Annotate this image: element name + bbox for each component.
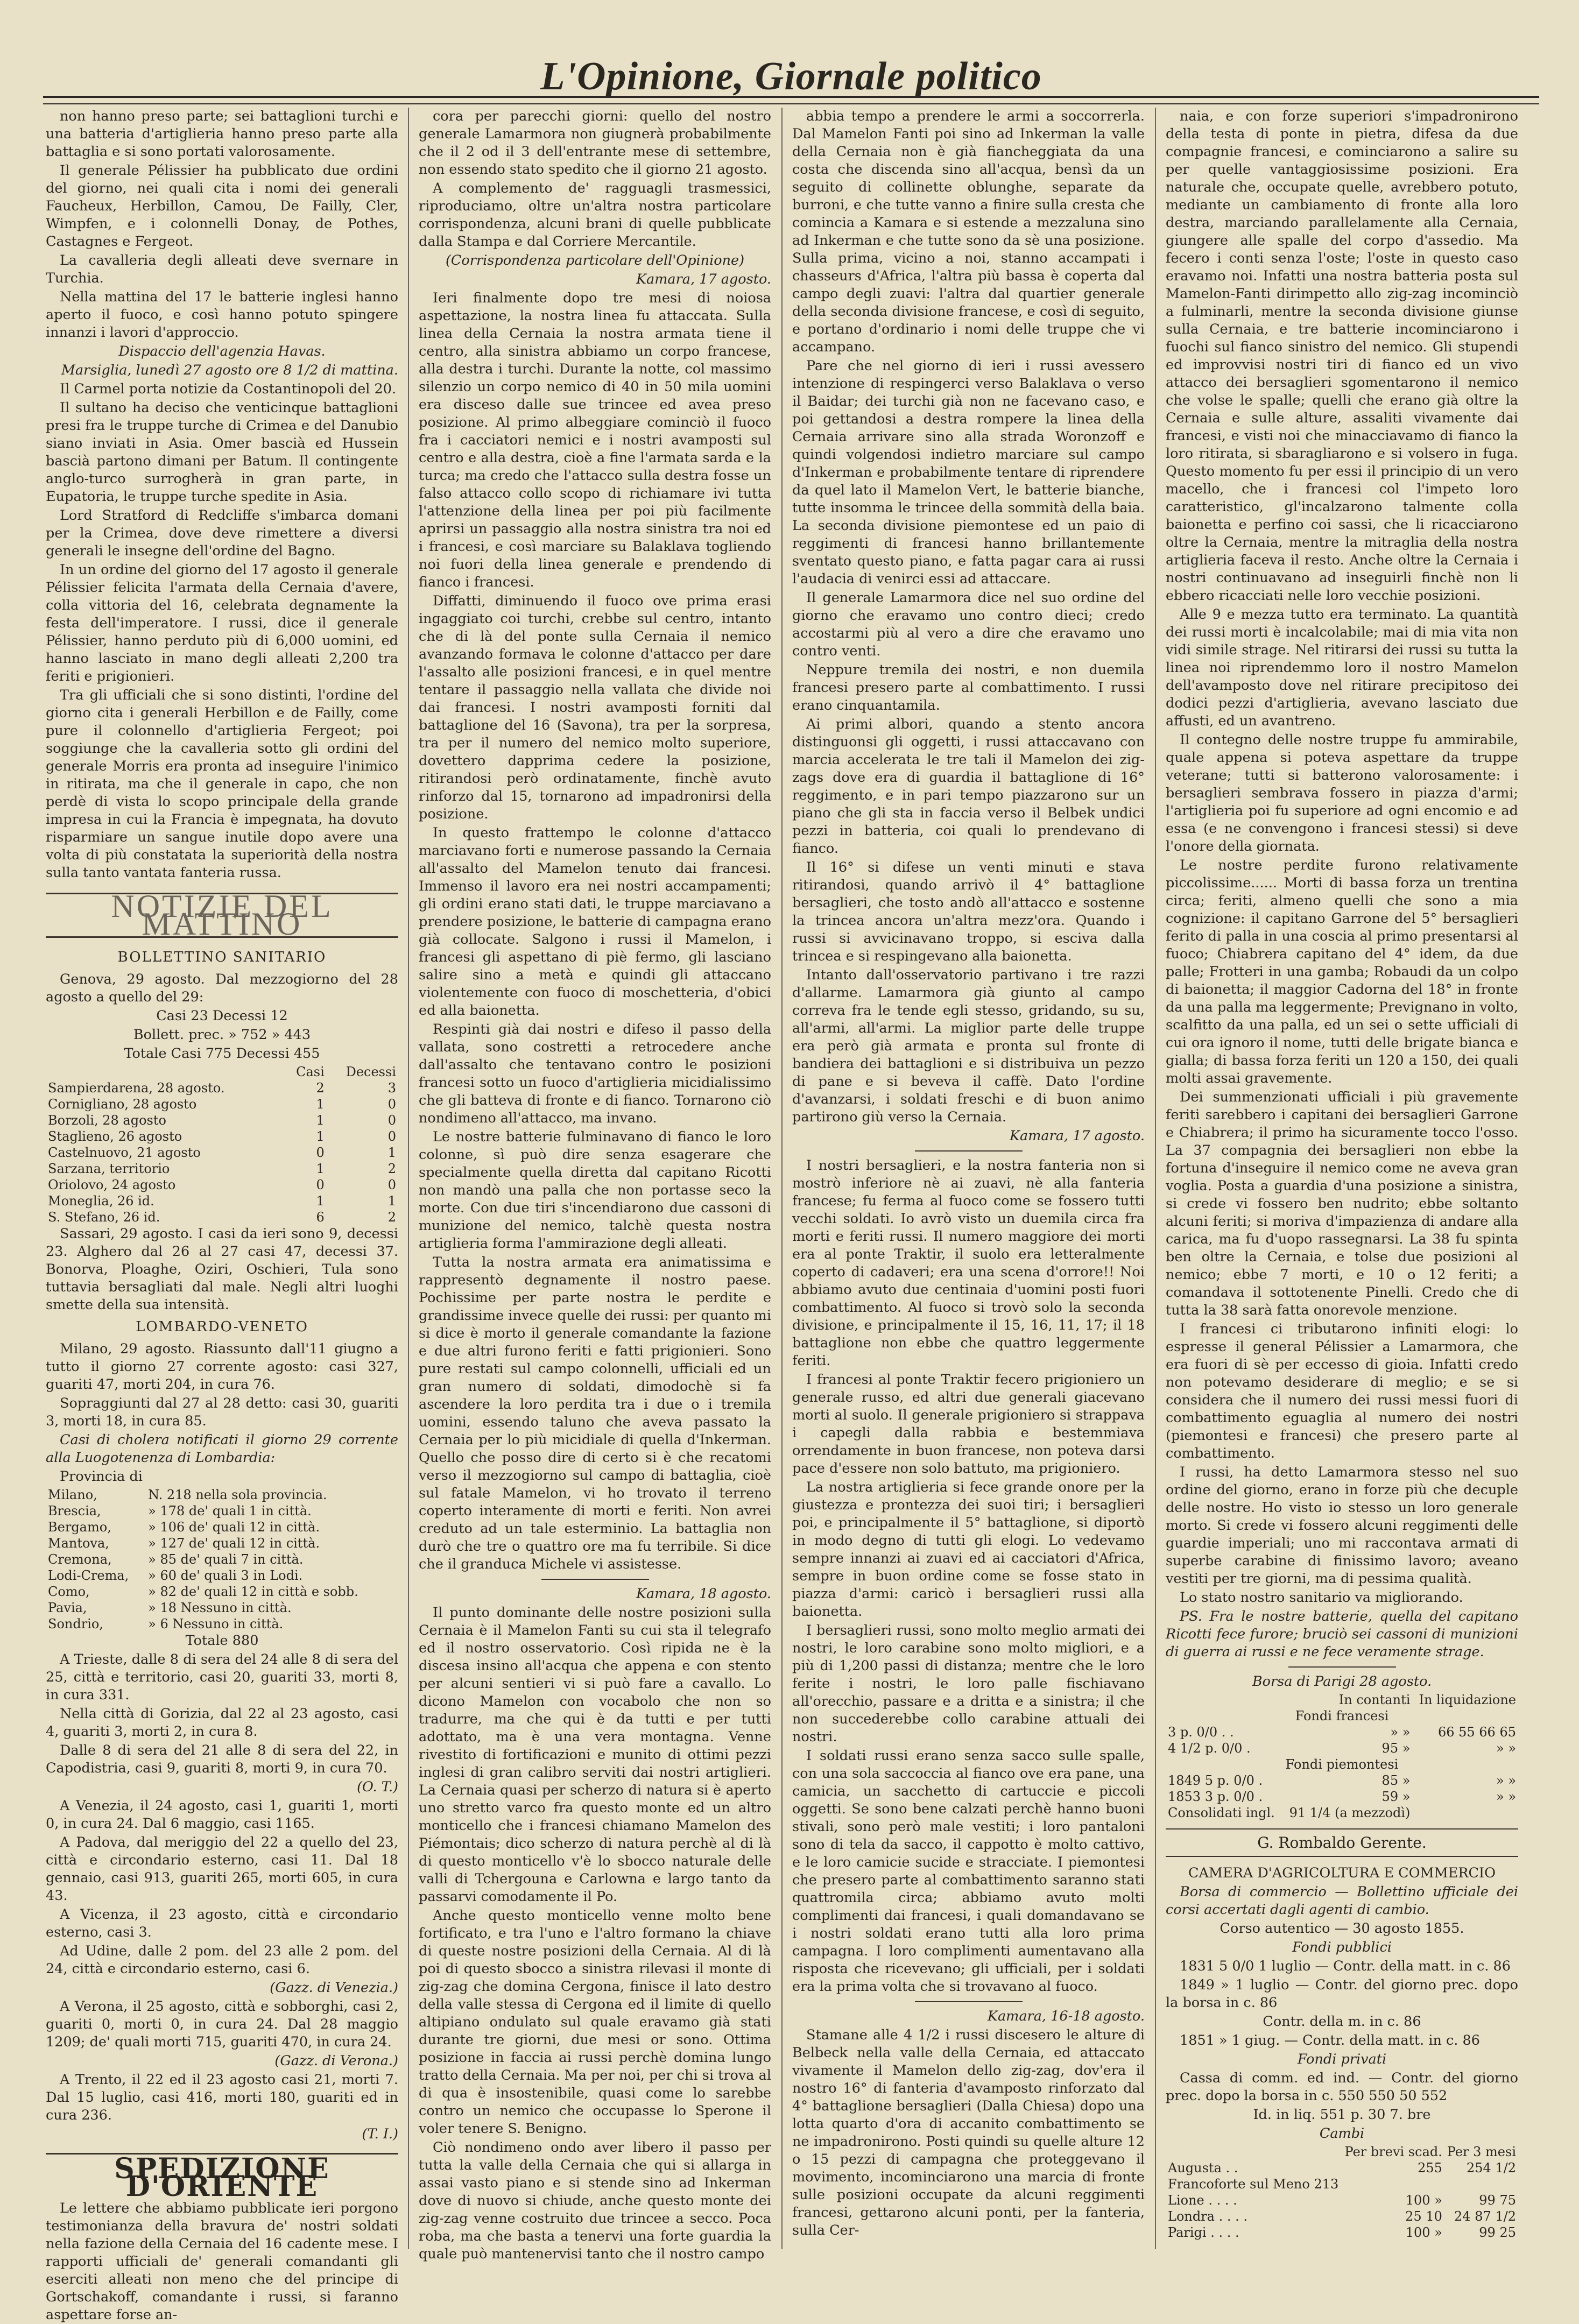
table-cell: 0 xyxy=(387,1129,396,1144)
table-cell: Pavia, xyxy=(48,1600,87,1615)
divider xyxy=(915,2001,1023,2002)
table-cell: 1 xyxy=(316,1193,325,1209)
table-cell: S. Stefano, 26 id. xyxy=(48,1210,160,1225)
table-cell: » » xyxy=(1496,1789,1516,1804)
totale-row: Totale Casi 775 Decessi 455 xyxy=(124,1046,320,1062)
table-cell: Moneglia, 26 id. xyxy=(48,1193,154,1209)
table-row xyxy=(46,1535,398,1551)
table-cell: 3 p. 0/0 . . xyxy=(1168,1725,1234,1740)
table-cell: 1 xyxy=(316,1113,325,1128)
paragraph: A complemento de' ragguagli trasmessici, riproduciamo, oltre un'altra nostra particolare corrispondenza, alcuni brani di quelle pubblicate dalla Stampa e dal Corriere Mercantile. xyxy=(419,180,771,250)
table-cell: Milano, xyxy=(48,1487,97,1502)
paragraph: Sopraggiunti dal 27 al 28 detto: casi 30, guariti 3, morti 18, in cura 85. xyxy=(46,1395,398,1429)
table-cell: N. 218 nella sola provincia. xyxy=(148,1487,327,1502)
section-heading-notizie: NOTIZIE DEL MATTINO xyxy=(46,893,398,938)
paragraph: I russi, ha detto Lamarmora stesso nel suo ordine del giorno, erano in forze più che decuple delle nostre. Ho visto io stesso un loro generale morto. Si crede vi fossero alcuni reggimenti delle guardie imperiali; uno mi raccontava armati di superbe carabine di finissimo lavoro; aveano vestiti per tre giorni, ma di pessima qualità. xyxy=(1166,1464,1518,1587)
camera-date: Corso autentico — 30 agosto 1855. xyxy=(1220,1920,1464,1937)
postscript: PS. Fra le nostre batterie, quella del capitano Ricotti fece furore; bruciò sei cassoni di munizioni di guerra ai russi e ne fece veramente strage. xyxy=(1166,1608,1518,1660)
table-cell xyxy=(1166,1692,1282,1708)
paragraph: Milano, 29 agosto. Riassunto dall'11 giugno a tutto il giorno 27 corrente agosto: casi 327, guariti 47, morti 204, in cura 76. xyxy=(46,1341,398,1393)
table-cell: Mantova, xyxy=(48,1536,109,1551)
column-1 xyxy=(46,108,398,2323)
table-cell: Borzoli, 28 agosto xyxy=(48,1113,166,1128)
table-cell: 24 87 1/2 xyxy=(1454,2209,1516,2224)
table-header-row xyxy=(1166,1692,1518,1708)
table-row xyxy=(46,1128,398,1145)
source-note: (Gazz. di Venezia.) xyxy=(270,1980,398,1996)
table-cell: Lodi-Crema, xyxy=(48,1568,129,1583)
table-cell: 1853 3 p. 0/0 . xyxy=(1168,1789,1263,1804)
paragraph: Respinti già dai nostri e difeso il passo della vallata, sono costretti a retrocedere anche dall'assalto che tentavano contro le posizioni francesi sotto un fuoco d'artiglieria micidialissimo che gli batteva di fronte e di fianco. Tornarono ciò nondimeno all'attacco, ma invano. xyxy=(419,1021,771,1126)
dateline: Kamara, 16-18 agosto. xyxy=(987,2008,1145,2024)
divider xyxy=(1288,1666,1396,1668)
paragraph: Il Carmel porta notizie da Costantinopoli del 20. xyxy=(60,381,397,397)
table-cell: 4 1/2 p. 0/0 . xyxy=(1168,1741,1251,1756)
paragraph: Stamane alle 4 1/2 i russi discesero le alture di Belbeck nella valle della Cernaia, ed attaccato vivamente il Mamelon dello zig-zag, dov'era il nostro 16° di fanteria d'avamposto rinforzato dal 4° battaglione bersaglieri (Dalla Chiesa) dopo una lotta quarto d'ora di accanito combattimento se ne impadronirono. Posti quindi su quelle alture 12 o 15 pezzi di campagna che proteggevano il movimento, incominciarono una marcia di fronte sulle posizioni occupate da alcuni reggimenti francesi, gettarono alcuni ponti, per la fanteria, sulla Cer- xyxy=(792,2027,1145,2238)
table-cell: » 85 de' quali 7 in città. xyxy=(148,1552,304,1567)
paragraph: I bersaglieri russi, sono molto meglio armati dei nostri, le loro carabine sono molto migliori, e a più di 1,200 passi di distanza; mentre che le loro ferite i nostri, le loro palle fischiavano all'orecchio, passare e a dritta e a sinistra; il che non succederebbe collo carabine attuali dei nostri. xyxy=(792,1622,1145,1745)
places-table xyxy=(46,1064,398,1225)
paragraph: Intanto dall'osservatorio partivano i tre razzi d'allarme. Lamarmora già giunto al campo correva fra le tende egli stesso, gridando, su su, all'armi, all'armi. La miglior parte delle truppe era però già armata e pronta sul fronte di bandiera dei battaglioni e si distribuiva un pezzo di pane e si beveva il caffè. Dato l'ordine d'avanzarsi, i soldati freschi e di buon animo partirono giù verso la Cernaia. xyxy=(792,967,1145,1125)
table-cell: Parigi . . . . xyxy=(1168,2225,1239,2240)
table-cell: 2 xyxy=(316,1080,325,1096)
paragraph: A Venezia, il 24 agosto, casi 1, guariti 1, morti 0, in cura 24. Dal 6 maggio, casi 1165. xyxy=(46,1798,398,1832)
paragraph: Tra gli ufficiali che si sono distinti, l'ordine del giorno cita i generali Herbillon e de Failly, come pure il colonnello d'artiglieria Fergeot; poi soggiunge che la cavalleria sotto gli ordini del generale Morris era pronta ad inseguire l'inimico in ritirata, ma che il generale in capo, che non perdè di vista lo scopo principale della grande impresa in cui la Francia è impegnata, ha dovuto risparmiare un sangue inutile dopo avere una volta di più constatata la superiorità della nostra sulla tanto vantata fanteria russa. xyxy=(46,687,398,881)
table-cell: » 82 de' quali 12 in città e sobb. xyxy=(148,1584,358,1599)
table-header: Decessi xyxy=(346,1064,396,1079)
column-rule xyxy=(408,108,409,2249)
table-row xyxy=(1166,1756,1518,1772)
table-header: Per 3 mesi xyxy=(1447,2144,1516,2159)
table-cell xyxy=(1342,2176,1444,2192)
paragraph: Diffatti, diminuendo il fuoco ove prima erasi ingaggiato coi turchi, crebbe sul centro, intanto che di là del ponte sulla Cernaia il nemico avanzando formava le colonne d'attacco per dare l'assalto alle posizioni francesi, e in quel mentre tentare il passaggio nella vallata che divide noi dai francesi. I nostri avamposti forniti dal battaglione del 16 (Savona), tra per la sorpresa, tra per il numero del nemico molto superiore, dovettero dapprima cedere la posizione, ritirandosi però ordinatamente, finchè avuto rinforzo dal 15, tornarono ad impadronirsi della posizione. xyxy=(419,593,771,822)
paragraph: Il generale Pélissier ha pubblicato due ordini del giorno, nei quali cita i nomi dei generali Faucheux, Herbillon, Camou, De Failly, Cler, Wimpfen, e i colonnelli Donay, de Pothes, Castagnes e Fergeot. xyxy=(46,163,398,250)
paragraph: Sassari, 29 agosto. I casi da ieri sono 9, decessi 23. Alghero dal 26 al 27 casi 47, decessi 37. Bonorva, Ploaghe, Oziri, Oschieri, Tula sono tuttavia bersagliati dal male. Negli altri luoghi smette della sua intensità. xyxy=(46,1226,398,1313)
table-row xyxy=(1166,2224,1518,2241)
cambi-title: Cambi xyxy=(1319,2125,1365,2142)
table-cell: » 127 de' quali 12 in città. xyxy=(148,1536,320,1551)
table-cell: 95 » xyxy=(1381,1741,1411,1756)
table-cell: 0 xyxy=(387,1177,396,1192)
table-cell: Cremona, xyxy=(48,1552,112,1567)
dispatch-date: Marsiglia, lunedì 27 agosto ore 8 1/2 di mattina. xyxy=(61,362,398,378)
table-cell: Sarzana, territorio xyxy=(48,1161,170,1176)
table-row xyxy=(46,1503,398,1519)
paragraph: Id. in liq. 551 p. 30 7. bre xyxy=(1253,2107,1431,2123)
table-cell: 99 75 xyxy=(1479,2193,1516,2208)
table-row xyxy=(46,1112,398,1128)
source-note: (T. I.) xyxy=(362,2126,398,2142)
provinces-table xyxy=(46,1487,398,1632)
table-row xyxy=(46,1193,398,1209)
table-row xyxy=(46,1551,398,1567)
table-row xyxy=(1166,2160,1518,2176)
paragraph: In questo frattempo le colonne d'attacco marciavano forti e numerose passando la Cernaia all'assalto del Mamelon tenuto dai francesi. Immenso il lavoro era nei nostri accampamenti; gli ordini erano stati dati, le truppe marciavano a prendere posizione, le batterie di campagna erano già collocate. Salgono i russi il Mamelon, i francesi gli aspettano di piè fermo, gli lasciano salire sino a metà e quindi gli attaccano violentemente con fuoco di moschetteria, d'obici ed alla baionetta. xyxy=(419,825,771,1019)
column-2 xyxy=(419,108,771,2262)
paragraph: Il punto dominante delle nostre posizioni sulla Cernaia è il Mamelon Fanti su cui sta il telegrafo ed il nostro osservatorio. Così ripida ne è la discesa insino all'acqua che appena e con stento per alcuni sentieri vi si può fare a cavallo. Lo dicono Mamelon con vocabolo che non so tradurre, ma che qui è da tutti e per tutti adottato, ma è una vera montagna. Venne rivestito di fortificazioni e munito di ottimi pezzi inglesi di gran calibro serviti dai nostri artiglieri. La Cernaia quasi per scherzo di natura si è aperto uno stretto varco fra questo monte ed un altro monticello che i francesi chiamano Mamelon des Piémontais; dico scherzo di natura perchè al di là di questo monticello v'è lo sbocco naturale delle valli di Tchergouna e Carlowna e largo tanto da passarvi comodamente il Po. xyxy=(419,1605,771,1905)
table-cell: 1 xyxy=(316,1129,325,1144)
table-cell: » » xyxy=(1390,1725,1411,1740)
table-cell: 1 xyxy=(316,1161,325,1176)
paragraph: A Vicenza, il 23 agosto, città e circondario esterno, casi 3. xyxy=(46,1906,398,1940)
table-row xyxy=(46,1600,398,1616)
table-cell: 3 xyxy=(387,1080,396,1096)
table-cell: Castelnuovo, 21 agosto xyxy=(48,1145,201,1160)
table-cell: 85 » xyxy=(1381,1773,1411,1788)
table-cell: 0 xyxy=(316,1145,325,1160)
table-cell: Sondrio, xyxy=(48,1616,103,1631)
paragraph: A Padova, dal meriggio del 22 a quello del 23, città e circondario esterno, casi 11. Dal 18 gennaio, casi 913, guariti 265, morti 605, in cura 43. xyxy=(46,1834,398,1904)
table-row xyxy=(46,1080,398,1096)
masthead-rule xyxy=(43,96,1539,104)
table-cell: 1 xyxy=(316,1097,325,1112)
paragraph: 1831 5 0/0 1 luglio — Contr. della matt. in c. 86 xyxy=(1180,1958,1511,1974)
cambi-table xyxy=(1166,2144,1518,2241)
table-row xyxy=(1166,1724,1518,1740)
table-row xyxy=(1166,1789,1518,1805)
paragraph: Alle 9 e mezza tutto era terminato. La quantità dei russi morti è incalcolabile; mai di mia vita non vidi simile strage. Nel ritirarsi dei russi su tutta la linea noi riprendemmo loro il nostro Mamelon dell'avamposto dove nel ritirare precipitoso dei dodici pezzi d'artiglieria, avevano lasciato due affusti, ed un avantreno. xyxy=(1166,606,1518,729)
table-cell: 2 xyxy=(387,1210,396,1225)
table-cell: 25 10 xyxy=(1405,2209,1442,2224)
paragraph: Il contegno delle nostre truppe fu ammirabile, quale appena si poteva aspettare da truppe veterane; tutti si batterono valorosamente: i bersaglieri sembrava fossero in piazza d'armi; l'artiglieria poi fu superiore ad ogni encomio e ad essa (e ne convengono i francesi stessi) si deve l'onore della giornata. xyxy=(1166,732,1518,854)
table-header xyxy=(1166,2144,1342,2160)
dispatch-title: Dispaccio dell'agenzia Havas. xyxy=(118,343,326,359)
table-cell xyxy=(1412,1805,1518,1821)
camera-title: CAMERA D'AGRICOLTURA E COMMERCIO xyxy=(1188,1865,1496,1881)
paragraph: 1849 » 1 luglio — Contr. del giorno prec. dopo la borsa in c. 86 xyxy=(1166,1977,1518,2011)
table-cell: Cornigliano, 28 agosto xyxy=(48,1097,197,1112)
paragraph: Il generale Lamarmora dice nel suo ordine del giorno che eravamo uno contro dieci; credo accostarmi più al vero a dire che eravamo uno contro venti. xyxy=(792,590,1145,659)
table-row xyxy=(46,1519,398,1535)
table-cell: 0 xyxy=(387,1113,396,1128)
paragraph: Ai primi albori, quando a stento ancora distinguonsi gli oggetti, i russi attaccavano con marcia accelerata le tre tali il Mamelon dei zig-zags dove era di guardia il battaglione di 16° reggimento, e in pari tempo piazzarono sur un piano che gli sta in faccia verso il Belbek undici pezzi in batteria, coi quali lo prendevano di fianco. xyxy=(792,716,1145,857)
table-row xyxy=(46,1616,398,1632)
divider xyxy=(541,1579,649,1580)
paragraph: 1851 » 1 giug. — Contr. della matt. in c. 86 xyxy=(1180,2032,1480,2048)
table-cell: 2 xyxy=(387,1161,396,1176)
paragraph: La cavalleria degli alleati deve svernare in Turchia. xyxy=(46,252,398,286)
paragraph: In un ordine del giorno del 17 agosto il generale Pélissier felicita l'armata della Cernaia d'avere, colla vittoria del 16, celebrata degnamente la festa dell'imperatore. I russi, dice il generale Pélissier, hanno perduto più di 6,000 uomini, ed hanno lasciato in mano degli alleati 2,200 tra feriti e prigionieri. xyxy=(46,562,398,684)
fondi-privati-title: Fondi privati xyxy=(1297,2051,1387,2067)
table-cell: 99 25 xyxy=(1479,2225,1516,2240)
table-row xyxy=(1166,2208,1518,2224)
section-heading-spedizione: SPEDIZIONE D'ORIENTE xyxy=(46,2153,398,2195)
table-row xyxy=(1166,1772,1518,1789)
table-cell: » 106 de' quali 12 in città. xyxy=(148,1520,320,1535)
paragraph: Genova, 29 agosto. Dal mezzogiorno del 28 agosto a quello del 29: xyxy=(46,971,398,1005)
table-header-row xyxy=(46,1064,398,1080)
paragraph: Contr. della m. in c. 86 xyxy=(1263,2014,1421,2030)
borsa-title: Borsa di Parigi 28 agosto. xyxy=(1252,1673,1432,1690)
paragraph: Borsa di commercio — Bollettino ufficiale dei corsi accertati dagli agenti di cambio. xyxy=(1166,1884,1518,1918)
paragraph: A Verona, il 25 agosto, città e sobborghi, casi 2, guariti 0, morti 0, in cura 24. Dal 28 maggio 1209; de' quali morti 715, guariti 470, in cura 24. xyxy=(46,1998,398,2050)
column-rule xyxy=(1155,108,1156,2249)
paragraph: Le lettere che abbiamo pubblicate ieri porgono testimonianza della bravura de' nostri soldati nella fazione della Cernaia del 16 cadente mese. I rapporti ufficiali de' generali comandanti gli eserciti alleati non meno che del principe di Gortschakoff, comandante i russi, si faranno aspettare forse an- xyxy=(46,2200,398,2323)
borsa-table xyxy=(1166,1692,1518,1821)
gerente-signature: G. Rombaldo Gerente. xyxy=(1166,1828,1518,1857)
paragraph: I francesi ci tributarono infiniti elogi: lo espresse il general Pélissier a Lamarmora, che era fuori di sè per eccesso di gioia. Infatti credo non potevamo desiderare di meglio; e se si considera che il numero dei russi messi fuori di combattimento eguaglia al numero dei nostri (piemontesi e francesi) che presero parte al combattimento. xyxy=(1166,1321,1518,1461)
table-cell: 0 xyxy=(387,1097,396,1112)
table-cell: Londra . . . . xyxy=(1168,2209,1248,2224)
casi-row: Casi 23 Decessi 12 xyxy=(156,1008,288,1024)
divider xyxy=(915,1150,1023,1152)
paragraph: Nella città di Gorizia, dal 22 al 23 agosto, casi 4, guariti 3, morti 2, in cura 8. xyxy=(46,1706,398,1740)
table-cell: 91 1/4 (a mezzodì) xyxy=(1289,1805,1411,1820)
paragraph: Pare che nel giorno di ieri i russi avessero intenzione di respingerci verso Balaklava o verso il Baidar; dei turchi già non ne facevano caso, e poi gettandosi a destra rompere la linea della Cernaia arrivare sino alla strada Woronzoff e quindi volgendosi indietro marciare sul campo d'Inkerman e probabilmente tentare di riprendere da quel lato il Mamelon Vert, le batterie bianche, tutte insomma le trincee della sommità della baia. La seconda divisione piemontese ed un paio di reggimenti di francesi hanno brillantemente sventato questo piano, e fatta pagar cara ai russi l'audacia di venirci essi ad attaccare. xyxy=(792,358,1145,587)
table-cell: Augusta . . xyxy=(1168,2160,1238,2175)
lombardo-veneto-title: LOMBARDO-VENETO xyxy=(136,1319,308,1335)
table-header: Per brevi scad. xyxy=(1344,2144,1442,2159)
table-row xyxy=(46,1161,398,1177)
table-cell: 59 » xyxy=(1381,1789,1411,1804)
table-cell: » » xyxy=(1496,1741,1516,1756)
paragraph: La nostra artiglieria si fece grande onore per la giustezza e prontezza dei suoi tiri; i bersaglieri poi, e principalmente il 5° battaglione, si diportò in modo degno di tutti gli elogi. Lo vedevamo sempre innanzi ai zuavi ed ai cacciatori d'Africa, sempre in buon ordine come se fosse stato in piazza d'armi: caricò i bersaglieri russi alla baionetta. xyxy=(792,1479,1145,1620)
table-cell: 6 xyxy=(316,1210,325,1225)
provincia-label: Provincia di xyxy=(60,1468,143,1485)
column-4 xyxy=(1166,108,1518,2249)
table-cell: » 178 de' quali 1 in città. xyxy=(148,1503,312,1518)
paragraph: Ciò nondimeno ondo aver libero il passo per tutta la valle della Cernaia che qui si allarga in assai vasto piano e si stende sino ad Inkerman dove di nuovo si chiude, anche questo monte dei zig-zag venne costruito due trincee a secco. Poca roba, ma che basta a tenervi una forte guardia la quale può mantenervisi tanto che il nostro campo xyxy=(419,2139,771,2262)
table-cell: 100 » xyxy=(1405,2193,1442,2208)
table-cell: Fondi piemontesi xyxy=(1285,1757,1399,1772)
table-row xyxy=(46,1567,398,1584)
paragraph: cora per parecchi giorni: quello del nostro generale Lamarmora non giugnerà probabilmente che il 2 od il 3 dell'entrante mese di settembre, non essendo stato spedito che il giorno 21 agosto. xyxy=(419,108,771,178)
table-header-row xyxy=(1166,2144,1518,2160)
table-cell: 1 xyxy=(387,1193,396,1209)
table-row xyxy=(46,1096,398,1112)
paragraph: abbia tempo a prendere le armi a soccorrerla. Dal Mamelon Fanti poi sino ad Inkerman la valle della Cernaia non è già fiancheggiata da una costa che discenda sino all'acqua, bensì da un seguito di collinette oblunghe, separate da burroni, e che tutte vanno a finire sulla cresta che comincia a Kamara e si estende a mezzaluna sino ad Inkerman e che tutte sono da sè una posizione. Sulla prima, vicino a noi, stanno accampati i chasseurs d'Africa, l'altra più bassa è coperta dal campo degli zuavi: l'altra dal quartier generale della seconda divisione francese, e così di seguito, e portano d'ordinario i nomi delle truppe che vi accampano. xyxy=(792,108,1145,355)
table-row xyxy=(46,1177,398,1193)
totale-row: Totale 880 xyxy=(185,1633,259,1649)
table-row xyxy=(1166,1740,1518,1756)
table-header xyxy=(46,1064,284,1080)
table-cell: 1 xyxy=(387,1145,396,1160)
paragraph: Ad Udine, dalle 2 pom. del 23 alle 2 pom. del 24, città e circondario esterno, casi 6. xyxy=(46,1943,398,1977)
bollettino-title: BOLLETTINO SANITARIO xyxy=(117,949,327,965)
table-cell: Como, xyxy=(48,1584,90,1599)
paragraph: non hanno preso parte; sei battaglioni turchi e una batteria d'artiglieria hanno preso parte alla battaglia e si sono portati valorosamente. xyxy=(46,108,398,160)
table-row xyxy=(46,1584,398,1600)
table-row xyxy=(46,1145,398,1161)
paragraph: Anche questo monticello venne molto bene fortificato, e tra l'uno e l'altro formano la chiave di queste nostre posizioni della Cernaia. Al di là poi di questo sbocco a sinistra rilevasi il monte di zig-zag che domina Cergona, finisce il lato destro della valle stessa di Cergona ed il limite di quello altipiano ondulato sul quale eravamo già stati durante tre giorni, due mesi or sono. Ottima posizione in faccia ai russi perchè domina lungo tratto della Cernaia. Ma per noi, per chi si trova al di qua è insostenibile, quasi come lo sarebbe contro un nemico che occupasse lo Sperone il voler tenere S. Benigno. xyxy=(419,1908,771,2137)
dateline: Kamara, 18 agosto. xyxy=(636,1586,771,1602)
paragraph: Neppure tremila dei nostri, e non duemila francesi presero parte al combattimento. I russi erano cinquantamila. xyxy=(792,662,1145,714)
correspondence-label: (Corrispondenza particolare dell'Opinione) xyxy=(445,252,745,269)
paragraph: Le nostre batterie fulminavano di fianco le loro colonne, sì può dire senza esagerare che specialmente quella diretta dal capitano Ricotti non mandò una palla che non portasse seco la morte. Con due tiri s'incendiarono due cassoni di munizione del nemico, talchè questa nostra artiglieria forma l'ammirazione degli alleati. xyxy=(419,1129,771,1252)
paragraph: Lord Stratford di Redcliffe s'imbarca domani per la Crimea, dove deve rimettere a diversi generali le insegne dell'ordine del Bagno. xyxy=(46,507,398,559)
table-cell: Brescia, xyxy=(48,1503,101,1518)
dateline: Kamara, 17 agosto. xyxy=(1009,1128,1145,1144)
table-cell xyxy=(1444,2176,1518,2192)
table-cell: » 18 Nessuno in città. xyxy=(148,1600,292,1615)
table-cell: 100 » xyxy=(1405,2225,1442,2240)
table-row xyxy=(1166,1805,1518,1821)
paragraph: A Trieste, dalle 8 di sera del 24 alle 8 di sera del 25, città e territorio, casi 20, guariti 33, morti 8, in cura 331. xyxy=(46,1651,398,1703)
paragraph: I nostri bersaglieri, e la nostra fanteria non si mostrò inferiore nè ai zuavi, nè alla fanteria francese; fu ferma al fuoco come se fossero tutti vecchi soldati. Io avrò visto un duemila circa fra morti e feriti russi. Il numero maggiore dei morti era al ponte Traktir, il suolo era letteralmente coperto di cadaveri; era una scena d'orrore!! Noi abbiamo avuto due centinaia d'uomini posti fuori combattimento. Al fuoco si trovò solo la seconda divisione, e principalmente il 15, 16, 11, 17; il 18 battaglione non ebbe che quattro leggermente feriti. xyxy=(792,1157,1145,1369)
paragraph: Cassa di comm. ed ind. — Contr. del giorno prec. dopo la borsa in c. 550 550 50 552 xyxy=(1166,2070,1518,2104)
source-note: (O. T.) xyxy=(357,1779,398,1795)
paragraph: Lo stato nostro sanitario va migliorando. xyxy=(1180,1590,1463,1606)
table-cell: » 60 de' quali 3 in Lodi. xyxy=(148,1568,303,1583)
table-cell: 255 xyxy=(1418,2160,1442,2175)
table-header: In liquidazione xyxy=(1419,1692,1516,1707)
table-cell: Lione . . . . xyxy=(1168,2193,1237,2208)
paragraph: Casi di cholera notificati il giorno 29 corrente alla Luogotenenza di Lombardia: xyxy=(46,1432,398,1466)
table-row xyxy=(1166,2176,1518,2192)
table-cell: Sampierdarena, 28 agosto. xyxy=(48,1080,225,1096)
paragraph: Tutta la nostra armata era animatissima e rappresentò degnamente il nostro paese. Pochissime per parte nostra le perdite e grandissime invece quelle dei russi: per quanto mi si dice è morto il generale comandante la fazione e due altri furono feriti e fatti prigionieri. Sono pure restati sul campo colonnelli, ufficiali ed un gran numero di soldati, dimodochè si fa ascendere la loro perdita tra i due o i tremila uomini, essendo taluno che aveva passato la Cernaia per lo più micidiale di quella d'Inkerman. Quello che posso dire di certo si è che recatomi verso il mezzogiorno sul campo di battaglia, cioè sul fatale Mamelon, vi ho trovato il terreno coperto interamente di morti e feriti. Non avrei creduto ad un tale esterminio. La battaglia non durò che tre o quattro ore ma fu terribile. Si dice che il granduca Michele vi assistesse. xyxy=(419,1254,771,1572)
column-3 xyxy=(792,108,1145,2249)
fondi-pubblici-title: Fondi pubblici xyxy=(1292,1939,1392,1955)
paragraph: Le nostre perdite furono relativamente piccolissime...... Morti di bassa forza un trentina circa; feriti, almeno quelli che sono a mia cognizione: il capitano Garrone del 5° bersaglieri ferito di palla in una coscia al primo presentarsi al fuoco; Chiabrera capitano del 4° idem, da due palle; Frotteri in una gamba; Robaudi da un colpo di baionetta; il maggior Cadorna del 18° in fronte da una palla ma leggermente; Prevignano in volto, scalfitto da una palla, ed un sei o sette ufficiali di cui ora ignoro il nome, tutti delle brigate bianca e gialla; di bassa forza feriti un 120 a 150, dei quali molti assai gravemente. xyxy=(1166,857,1518,1086)
table-cell: 0 xyxy=(316,1177,325,1192)
paragraph: Il 16° si difese un venti minuti e stava ritirandosi, quando arrivò il 4° battaglione bersaglieri, che tosto andò all'attacco e sostenne la trincea ancora un'altra mezz'ora. Quando i russi si avvicinavano troppo, si esciva dalla trincea e si respingevano alla baionetta. xyxy=(792,859,1145,964)
table-cell: 254 1/2 xyxy=(1466,2160,1516,2175)
table-cell: Francoforte sul Meno 213 xyxy=(1168,2177,1339,2192)
table-row xyxy=(1166,2192,1518,2208)
paragraph: Dei summenzionati ufficiali i più gravemente feriti sarebbero i capitani dei bersaglieri Garrone e Chiabrera; il primo ha sicuramente tocco l'osso. La 37 compagnia dei bersaglieri non ebbe la fortuna d'inseguire il nemico come ne aveva gran voglia. Posta a guardia d'una posizione a sinistra, si crede vi fossero ben nudrito; ebbe soltanto alcuni feriti; si moriva d'impazienza di andare alla carica, ma fu d'uopo rassegnarsi. La 38 fu spinta ben oltre la Cernaia, e tolse due posizioni al nemico; ebbe 7 morti, e 10 o 12 feriti; a comandava il sottotenente Pinelli. Credo che di tutta la 38 sarà fatta onorevole menzione. xyxy=(1166,1089,1518,1318)
table-cell: Staglieno, 26 agosto xyxy=(48,1129,182,1144)
masthead-title: L'Opinione, Giornale politico xyxy=(540,54,1042,98)
paragraph: I francesi al ponte Traktir fecero prigioniero un generale russo, ed altri due generali giacevano morti al suolo. Il generale prigioniero si strappava i capegli dalla rabbia e bestemmiava orrendamente in buon francese, non poteva darsi pace d'essere non solo battuto, ma prigioniero. xyxy=(792,1372,1145,1477)
paragraph: Ieri finalmente dopo tre mesi di noiosa aspettazione, la nostra linea fu attaccata. Sulla linea della Cernaia la nostra armata tiene il centro, alla sinistra abbiamo un corpo francese, alla destra i turchi. Durante la notte, col massimo silenzio un corpo nemico di 40 in 50 mila uomini era disceso dalle sue trincee ed avea preso posizione. Al primo albeggiare cominciò il fuoco fra i cacciatori nemici e i nostri avamposti sul centro e alla destra, cioè a fine l'armata sarda e la turca; ma credo che l'attacco sulla destra fosse un falso attacco collo scopo di richiamare ivi tutta l'attenzione della linea per poi più facilmente aprirsi un passaggio alla nostra sinistra tra noi ed i francesi, e così marciare su Balaklava togliendo noi fuori della linea generale e prendendo di fianco i francesi. xyxy=(419,290,771,590)
casi-row: Bollett. prec. » 752 » 443 xyxy=(133,1027,311,1043)
table-cell: 66 55 66 65 xyxy=(1437,1725,1516,1740)
paragraph: Dalle 8 di sera del 21 alle 8 di sera del 22, in Capodistria, casi 9, guariti 8, morti 9, in cura 70. xyxy=(46,1742,398,1776)
table-cell: Consolidati ingl. xyxy=(1168,1805,1275,1820)
table-cell: Oriolovo, 24 agosto xyxy=(48,1177,176,1192)
table-cell: Bergamo, xyxy=(48,1520,111,1535)
paragraph: Nella mattina del 17 le batterie inglesi hanno aperto il fuoco, e così hanno potuto spingere innanzi i lavori d'approccio. xyxy=(46,289,398,341)
table-header: In contanti xyxy=(1338,1692,1411,1707)
table-row xyxy=(46,1487,398,1503)
dateline: Kamara, 17 agosto. xyxy=(636,271,771,287)
source-note: (Gazz. di Verona.) xyxy=(274,2053,398,2069)
table-cell: 1849 5 p. 0/0 . xyxy=(1168,1773,1263,1788)
paragraph: I soldati russi erano senza sacco sulle spalle, con una sola saccoccia al fianco ove era pane, una camicia, un sacchetto di cartuccie e piccoli oggetti. Se sono bene calzati perchè hanno buoni stivali, sono però male vestiti; i loro pantaloni sono di tela da sacco, il cappotto è molto cattivo, e le loro camicie sucide e stracciate. I piemontesi che presero parte al combattimento saranno stati quattromila circa; abbiamo avuto molti complimenti dai francesi, i quali domandavano se i nostri soldati erano tutti alla loro prima campagna. I loro complimenti aumentavano alla risposta che ricevevano; gli ufficiali, per i soldati era la prima volta che si trovavano al fuoco. xyxy=(792,1748,1145,1995)
table-row xyxy=(46,1209,398,1225)
paragraph: Il sultano ha deciso che venticinque battaglioni presi fra le truppe turche di Crimea e del Danubio siano inviati in Asia. Omer bascià ed Hussein bascià partono dimani per Batum. Il contingente anglo-turco surrogherà in gran parte, in Eupatoria, le truppe turche spedite in Asia. xyxy=(46,400,398,505)
paragraph: A Trento, il 22 ed il 23 agosto casi 21, morti 7. Dal 15 luglio, casi 416, morti 180, guariti ed in cura 236. xyxy=(46,2072,398,2123)
table-cell: » 6 Nessuno in città. xyxy=(148,1616,284,1631)
column-rule xyxy=(781,108,783,2249)
table-cell: » » xyxy=(1496,1773,1516,1788)
table-row xyxy=(1166,1708,1518,1724)
table-cell: Fondi francesi xyxy=(1295,1708,1389,1723)
paragraph: naia, e con forze superiori s'impadronirono della testa di ponte in pietra, difesa da due compagnie francesi, e cominciarono a salire su per quelle vantaggiosissime posizioni. Era naturale che, occupate quelle, avrebbero potuto, mediante un cambiamento di fronte alla loro destra, marciando parallelamente alla Cernaia, giungere alle spalle del corpo d'assedio. Ma fecero i conti senza l'oste; l'oste in questo caso eravamo noi. Infatti una nostra batteria posta sul Mamelon-Fanti dirimpetto allo zig-zag incominciò a fulminarli, mentre la seconda divisione giunse sulla Cernaia, e tre batterie incominciarono i fuochi sul fianco sinistro del nemico. Gli stupendi ed improvvisi nostri tiri di fianco ed un vivo attacco dei bersaglieri sgomentarono il nemico che volse le spalle; quelli che erano già oltre la Cernaia e sulle alture, assaliti vivamente dai francesi, e visti noi che minacciavamo di fianco la loro ritirata, si sbaragliarono e si volsero in fuga. Questo momento fu per essi il principio di un vero macello, che i francesi col l'impeto loro caratteristico, gl'incalzarono talmente colla baionetta e perfino coi sassi, che li ricacciarono oltre la Cernaia, mentre la mitraglia della nostra artiglieria faceva il resto. Anche oltre la Cernaia i nostri continuavano ad inseguirli finchè non li ebbero ricacciati nelle loro vecchie posizioni. xyxy=(1166,108,1518,604)
table-header: Casi xyxy=(296,1064,325,1079)
